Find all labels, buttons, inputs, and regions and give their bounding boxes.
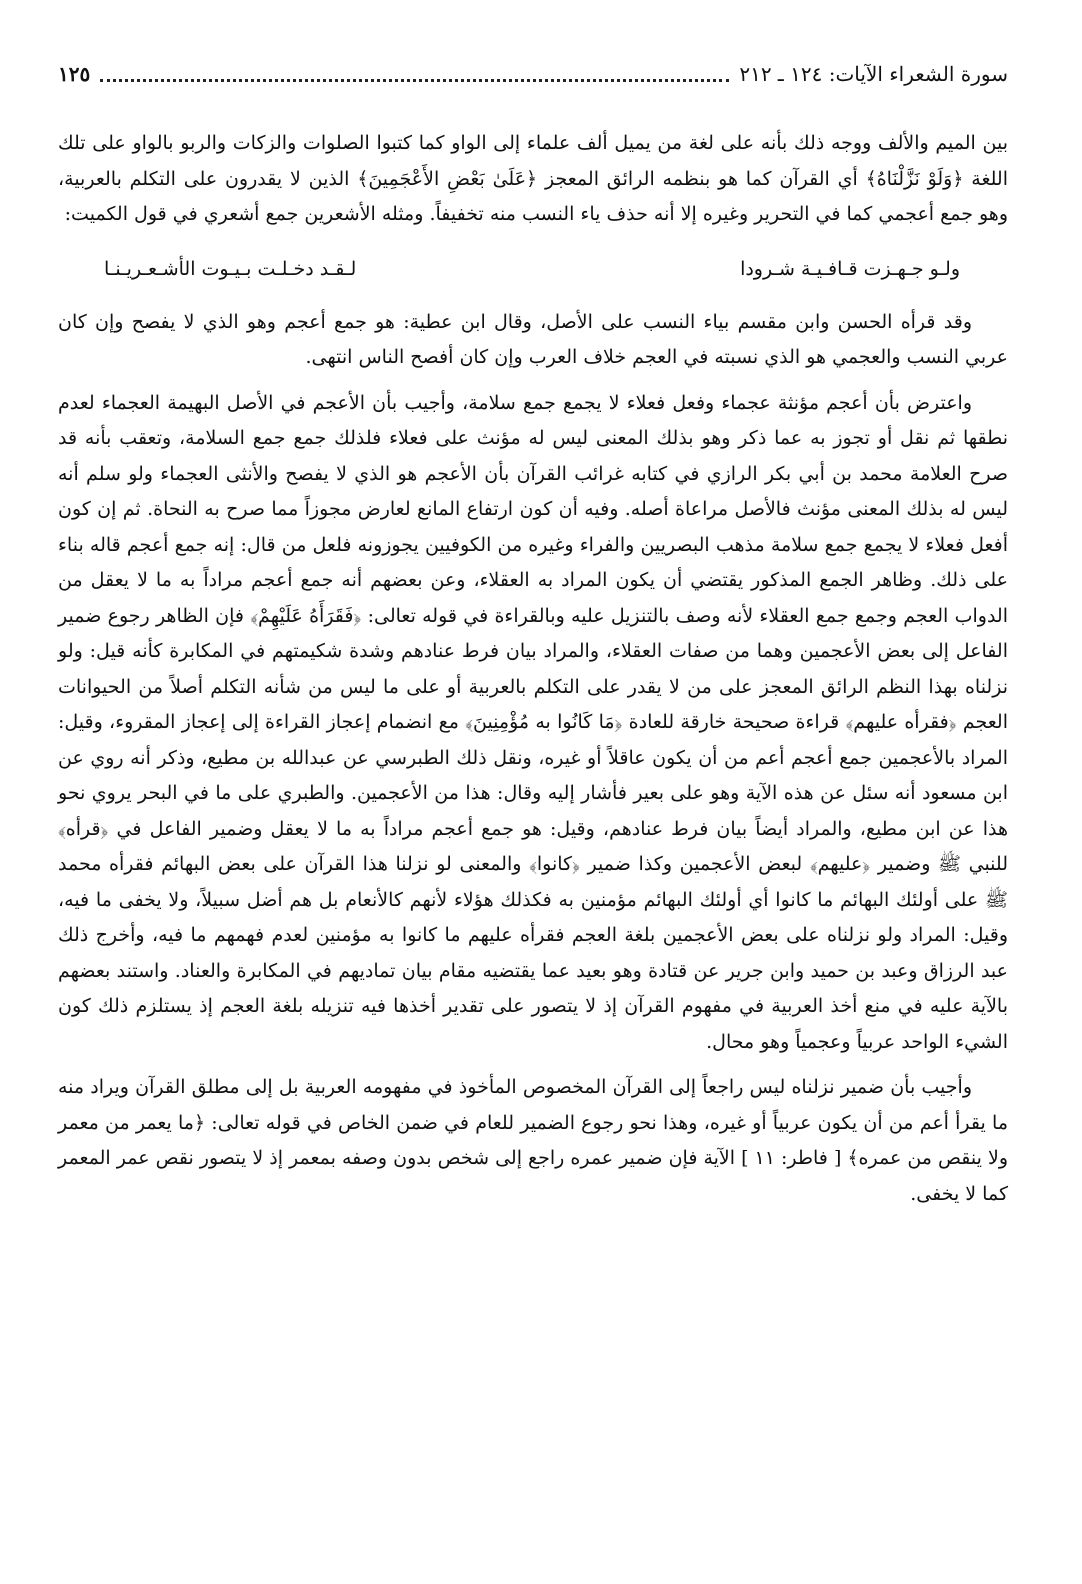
header-dot-leader <box>100 79 729 82</box>
verse-first-hemistich: ولـو جـهـزت قـافـيـة شـرودا <box>740 257 960 280</box>
page-number: ١٢٥ <box>58 62 91 86</box>
poetry-verse <box>104 251 960 287</box>
body-text <box>58 126 1008 1212</box>
paragraph-4: وأجيب بأن ضمير نزلناه ليس راجعاً إلى القرآن المخصوص المأخوذ في مفهومه العربية بل إلى مطلق القرآن ويراد منه ما يقرأ أعم من أن يكون عربياً أو غيره، وهذا نحو رجوع الضمير للعام في ضمن الخاص في قوله تعالى: ﴿ما يعمر من معمر ولا ينقص من عمره﴾ [ فاطر: ١١ ] الآية فإن ضمير عمره راجع إلى شخص بدون وصفه بمعمر إذ لا يتصور نقص عمر المعمر كما لا يخفى. <box>58 1076 1008 1205</box>
header-title: سورة الشعراء الآيات: ١٢٤ ـ ٢١٢ <box>739 62 1008 86</box>
paragraph-3: واعترض بأن أعجم مؤنثة عجماء وفعل فعلاء لا يجمع جمع سلامة، وأجيب بأن الأعجم في الأصل البهيمة العجماء لعدم نطقها ثم نقل أو تجوز به عما ذكر وهو بذلك المعنى ليس له مؤنث على فعلاء فلذلك جمع جمع السلامة، وتعقب بأنه قد صرح العلامة محمد بن أبي بكر الرازي في كتابه غرائب القرآن بأن الأعجم هو الذي لا يفصح والأنثى العجماء ولو سلم أنه ليس له بذلك المعنى مؤنث فالأصل مراعاة أصله. وفيه أن كون ارتفاع المانع لعارض مجوزاً مما صرح به النحاة. ثم إن كون أفعل فعلاء لا يجمع جمع سلامة مذهب البصريين والفراء وغيره من الكوفيين يجوزونه فلعل من قال: إنه جمع أعجم قاله بناء على ذلك. وظاهر الجمع المذكور يقتضي أن يكون المراد به العقلاء، وعن بعضهم أنه جمع أعجم مراداً به ما لا يعقل من الدواب العجم وجمع جمع العقلاء لأنه وصف بالتنزيل عليه وبالقراءة في قوله تعالى: ﴿فَقَرَأَهُ عَلَيْهِمْ﴾ فإن الظاهر رجوع ضمير الفاعل إلى بعض الأعجمين وهما من صفات العقلاء، والمراد بيان فرط عنادهم وشدة شكيمتهم في المكابرة كأنه قيل: ولو نزلناه بهذا النظم الرائق المعجز على من لا يقدر على التكلم بالعربية أو على ما ليس من شأنه التكلم أصلاً من الحيوانات العجم ﴿فقرأه عليهم﴾ قراءة صحيحة خارقة للعادة ﴿مَا كَانُوا به مُؤْمِنِينَ﴾ مع انضمام إعجاز القراءة إلى إعجاز المقروء، وقيل: المراد بالأعجمين جمع أعجم أعم من أن يكون عاقلاً أو غيره، ونقل ذلك الطبرسي عن عبدالله بن مطيع، وذكر أنه روي عن ابن مسعود أنه سئل عن هذه الآية وهو على بعير فأشار إليه وقال: هذا من الأعجمين. والطبري على ما في البحر يروي نحو هذا عن ابن مطيع، والمراد أيضاً بيان فرط عنادهم، وقيل: هو جمع أعجم مراداً به ما لا يعقل وضمير الفاعل في ﴿قرأه﴾ للنبي ﷺ وضمير ﴿عليهم﴾ لبعض الأعجمين وكذا ضمير ﴿كانوا﴾ والمعنى لو نزلنا هذا القرآن على بعض البهائم فقرأه محمد ﷺ على أولئك البهائم ما كانوا أي أولئك البهائم مؤمنين به فكذلك هؤلاء لأنهم كالأنعام بل هم أضل سبيلاً، ولا يخفى ما فيه، وقيل: المراد ولو نزلناه على بعض الأعجمين بلغة العجم فقرأه عليهم ما كانوا به مؤمنين لعدم فهمهم ما فيه، وأخرج ذلك عبد الرزاق وعبد بن حميد وابن جرير عن قتادة وهو بعيد عما يقتضيه مقام بيان تماديهم في المكابرة والعناد. واستند بعضهم بالآية عليه في منع أخذ العربية في مفهوم القرآن إذ لا يتصور على تقدير أخذها فيه تنزيله بلغة العجم إذ يستلزم ذلك كون الشيء الواحد عربياً وعجمياً وهو محال. <box>58 391 1008 1053</box>
running-header <box>58 52 1008 96</box>
paragraph-2: وقد قرأه الحسن وابن مقسم بياء النسب على الأصل، وقال ابن عطية: هو جمع أعجم وهو الذي لا يفصح وإن كان عربي النسب والعجمي هو الذي نسبته في العجم خلاف العرب وإن كان أفصح الناس انتهى. <box>58 310 1008 368</box>
paragraph-1: بين الميم والألف ووجه ذلك بأنه على لغة من يميل ألف علماء إلى الواو كما كتبوا الصلوات والزكات والربو بالواو على تلك اللغة ﴿وَلَوْ نَزَّلْنَاهُ﴾ أي القرآن كما هو بنظمه الرائق المعجز ﴿عَلَىٰ بَعْضِ الأَعْجَمِينَ﴾ الذين لا يقدرون على التكلم بالعربية، وهو جمع أعجمي كما في التحرير وغيره إلا أنه حذف ياء النسب منه تخفيفاً. ومثله الأشعرين جمع أشعري في قول الكميت: <box>58 132 1008 225</box>
verse-second-hemistich: لـقـد دخـلـت بـيـوت الأشـعـريـنـا <box>104 257 357 280</box>
document-page <box>58 52 1008 1222</box>
